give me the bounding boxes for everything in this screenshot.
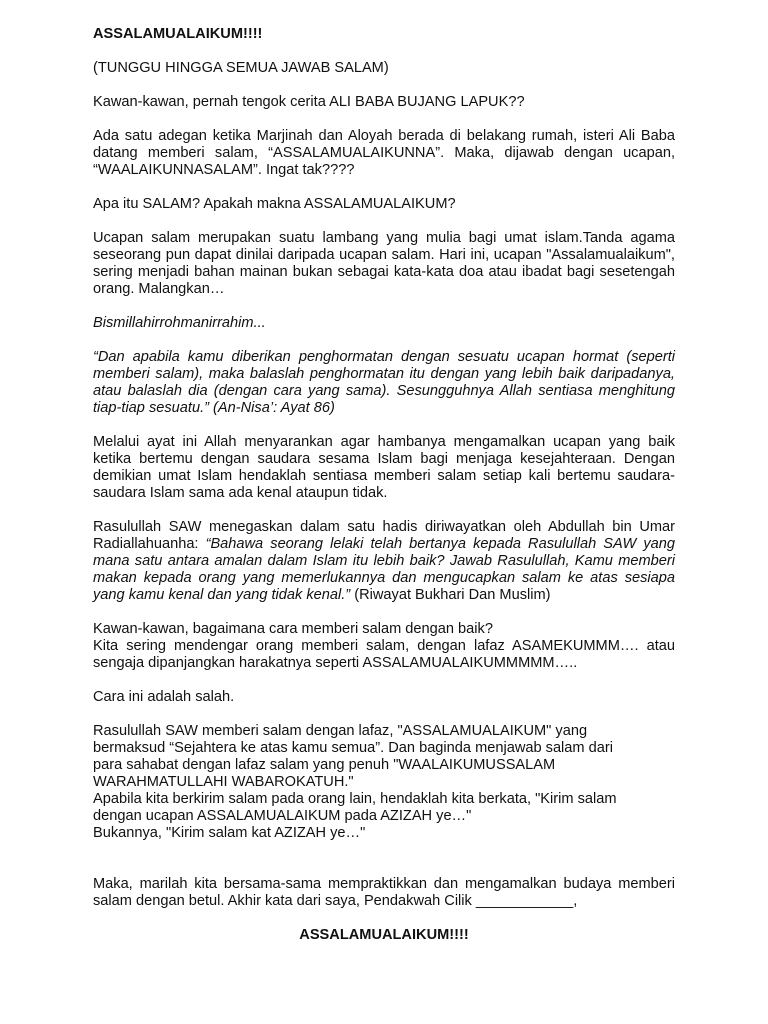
paragraph-scene: Ada satu adegan ketika Marjinah dan Aloyah berada di belakang rumah, isteri Ali Baba datang memberi salam, “ASSALAMUALAIKUNNA”. Maka, dijawab dengan ucapan, “WAALAIKUNNASALAM”. Ingat tak???? bbox=[93, 128, 675, 178]
hadith-source: (Riwayat Bukhari Dan Muslim) bbox=[350, 587, 551, 603]
document-title-end: ASSALAMUALAIKUM!!!! bbox=[299, 927, 469, 943]
document-title: ASSALAMUALAIKUM!!!! bbox=[93, 26, 263, 42]
document-page bbox=[93, 26, 675, 944]
paragraph-closing: Maka, marilah kita bersama-sama mempraktikkan dan mengamalkan budaya memberi salam dengan betul. Akhir kata dari saya, Pendakwah Cilik ____________, bbox=[93, 876, 675, 909]
send-line-3: Bukannya, "Kirim salam kat AZIZAH ye…" bbox=[93, 825, 366, 841]
rasul-line-4: WARAHMATULLAHI WABAROKATUH." bbox=[93, 774, 354, 790]
paragraph-intro: Kawan-kawan, pernah tengok cerita ALI BABA BUJANG LAPUK?? bbox=[93, 94, 525, 110]
paragraph-hadith bbox=[93, 519, 675, 604]
paragraph-wait: (TUNGGU HINGGA SEMUA JAWAB SALAM) bbox=[93, 60, 389, 76]
rasul-line-3: para sahabat dengan lafaz salam yang penuh "WAALAIKUMUSSALAM bbox=[93, 757, 556, 773]
hadith-quote: “Bahawa seorang lelaki telah bertanya kepada Rasulullah SAW yang mana satu antara amalan dalam Islam itu lebih baik? Jawab Rasulullah, Kamu memberi makan kepada orang yang memerlukannya dan mengucapkan salam ke atas sesiapa yang kamu kenal dan yang tidak kenal.” bbox=[93, 536, 675, 603]
paragraph-rasul bbox=[93, 723, 675, 842]
paragraph-wrong: Cara ini adalah salah. bbox=[93, 689, 235, 705]
hadith-lead: Rasulullah SAW menegaskan dalam satu hadis diriwayatkan oleh Abdullah bin Umar Radiallahuanha: bbox=[93, 519, 675, 552]
paragraph-verse: “Dan apabila kamu diberikan penghormatan dengan sesuatu ucapan hormat (seperti memberi salam), maka balaslah penghormatan itu dengan yang lebih baik daripadanya, atau balaslah dia (dengan cara yang sama). Sesungguhnya Allah sentiasa menghitung tiap-tiap sesuatu.” (An-Nisa’: Ayat 86) bbox=[93, 349, 675, 416]
paragraph-meaning: Ucapan salam merupakan suatu lambang yang mulia bagi umat islam.Tanda agama seseorang pun dapat dinilai daripada ucapan salam. Hari ini, ucapan "Assalamualaikum", sering menjadi bahan mainan bukan sebagai kata-kata doa atau ibadat bagi sesetengah orang. Malangkan… bbox=[93, 230, 675, 297]
rasul-line-1: Rasulullah SAW memberi salam dengan lafaz, "ASSALAMUALAIKUM" yang bbox=[93, 723, 588, 739]
paragraph-explain: Melalui ayat ini Allah menyarankan agar hambanya mengamalkan ucapan yang baik ketika bertemu dengan saudara sesama Islam bagi menjaga kesejahteraan. Dengan demikian umat Islam hendaklah sentiasa memberi salam setiap kali bertemu saudara-saudara Islam sama ada kenal ataupun tidak. bbox=[93, 434, 675, 501]
paragraph-question: Apa itu SALAM? Apakah makna ASSALAMUALAIKUM? bbox=[93, 196, 456, 212]
send-line-2: dengan ucapan ASSALAMUALAIKUM pada AZIZAH ye…" bbox=[93, 808, 472, 824]
paragraph-bismillah: Bismillahirrohmanirrahim... bbox=[93, 315, 266, 331]
send-line-1: Apabila kita berkirim salam pada orang lain, hendaklah kita berkata, "Kirim salam bbox=[93, 791, 617, 807]
paragraph-how bbox=[93, 621, 675, 672]
rasul-line-2: bermaksud “Sejahtera ke atas kamu semua”. Dan baginda menjawab salam dari bbox=[93, 740, 613, 756]
how-line-1: Kawan-kawan, bagaimana cara memberi salam dengan baik? bbox=[93, 621, 493, 637]
how-line-2: Kita sering mendengar orang memberi salam, dengan lafaz ASAMEKUMMM…. atau sengaja dipanjangkan harakatnya seperti ASSALAMUALAIKUMMMMM….. bbox=[93, 638, 675, 671]
